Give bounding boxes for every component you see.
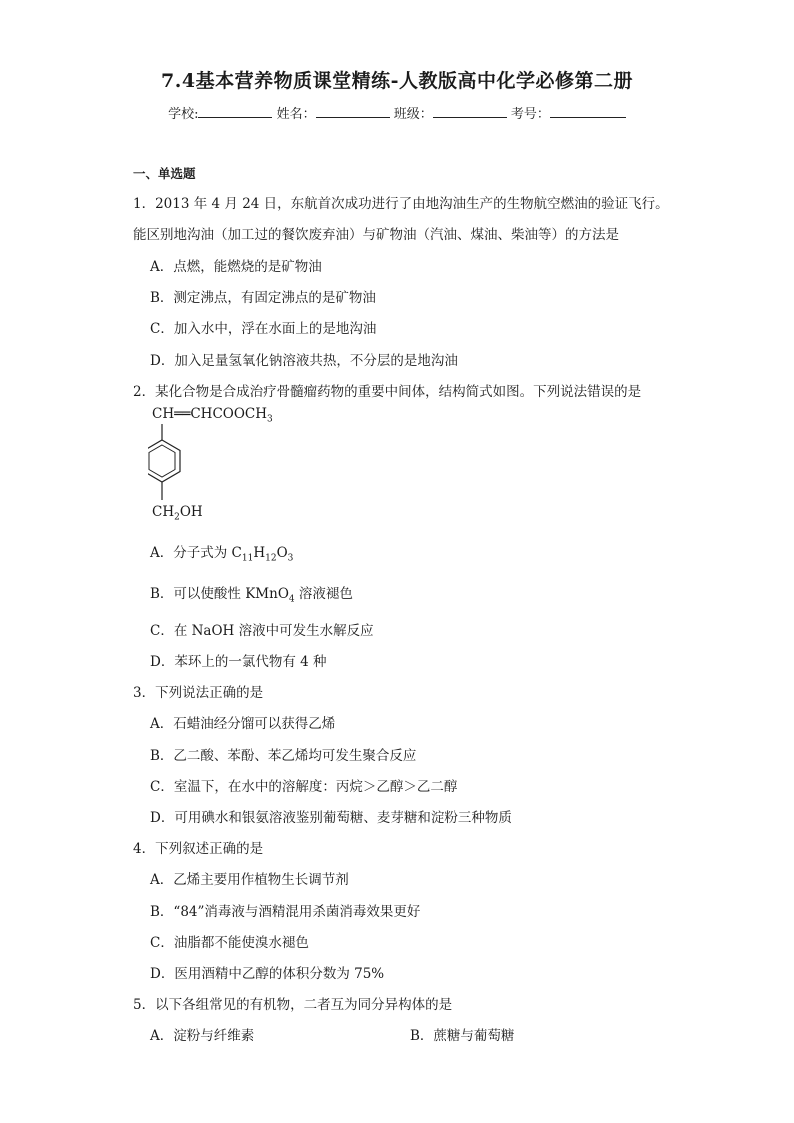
q2-option-c[interactable]: C．在 NaOH 溶液中可发生水解反应 [150, 623, 374, 639]
q1-stem-line2: 能区别地沟油（加工过的餐饮废弃油）与矿物油（汽油、煤油、柴油等）的方法是 [133, 227, 619, 243]
q3-option-b[interactable]: B．乙二酸、苯酚、苯乙烯均可发生聚合反应 [150, 748, 417, 764]
structural-formula [148, 404, 308, 524]
q3-option-c[interactable]: C．室温下，在水中的溶解度：丙烷＞乙醇＞乙二醇 [150, 779, 458, 795]
class-label: 班级： [393, 107, 433, 122]
school-blank[interactable] [198, 105, 272, 118]
student-info-line [0, 103, 794, 122]
section-heading: 一、单选题 [133, 166, 196, 181]
name-blank[interactable] [316, 105, 390, 118]
structure-bottom-group: $CH_2OH$ [152, 504, 203, 523]
q4-option-b[interactable]: B．“84”消毒液与酒精混用杀菌消毒效果更好 [150, 904, 421, 920]
q2-option-a[interactable]: A．分子式为 $C_{11}H_{12}O_3$ [150, 545, 294, 564]
q5-option-b[interactable]: B．蔗糖与葡萄糖 [410, 1028, 515, 1044]
q4-stem: 4．下列叙述正确的是 [133, 841, 264, 857]
class-blank[interactable] [433, 105, 507, 118]
exam-number-label: 考号： [510, 107, 550, 122]
q2-option-b[interactable]: B．可以使酸性 KMnO$_4$ 溶液褪色 [150, 586, 353, 605]
q5-stem: 5．以下各组常见的有机物，二者互为同分异构体的是 [133, 997, 453, 1013]
q1-option-d[interactable]: D．加入足量氢氧化钠溶液共热，不分层的是地沟油 [150, 353, 458, 369]
structure-top-group: $CH══CHCOOCH_3$ [152, 406, 273, 425]
q4-option-c[interactable]: C．油脂都不能使溴水褪色 [150, 935, 309, 951]
q1-option-b[interactable]: B．测定沸点，有固定沸点的是矿物油 [150, 290, 376, 306]
q4-option-a[interactable]: A．乙烯主要用作植物生长调节剂 [150, 872, 349, 888]
page-title: 7.4基本营养物质课堂精练-人教版高中化学必修第二册 [161, 70, 633, 92]
q4-option-d[interactable]: D．医用酒精中乙醇的体积分数为 75% [150, 966, 385, 982]
school-label: 学校: [168, 107, 199, 122]
q1-option-a[interactable]: A．点燃，能燃烧的是矿物油 [150, 259, 322, 275]
q5-option-a[interactable]: A．淀粉与纤维素 [150, 1028, 255, 1044]
q1-stem-line1: 1．2013 年 4 月 24 日，东航首次成功进行了由地沟油生产的生物航空燃油的验证飞行。 [133, 196, 669, 212]
q3-stem: 3．下列说法正确的是 [133, 685, 264, 701]
q2-stem: 2．某化合物是合成治疗骨髓瘤药物的重要中间体，结构简式如图。下列说法错误的是 [133, 384, 642, 400]
q3-option-d[interactable]: D．可用碘水和银氨溶液鉴别葡萄糖、麦芽糖和淀粉三种物质 [150, 810, 512, 826]
exam-number-blank[interactable] [550, 105, 626, 118]
name-label: 姓名： [276, 107, 316, 122]
q2-option-d[interactable]: D．苯环上的一氯代物有 4 种 [150, 654, 327, 670]
q1-option-c[interactable]: C．加入水中，浮在水面上的是地沟油 [150, 321, 377, 337]
q3-option-a[interactable]: A．石蜡油经分馏可以获得乙烯 [150, 716, 336, 732]
